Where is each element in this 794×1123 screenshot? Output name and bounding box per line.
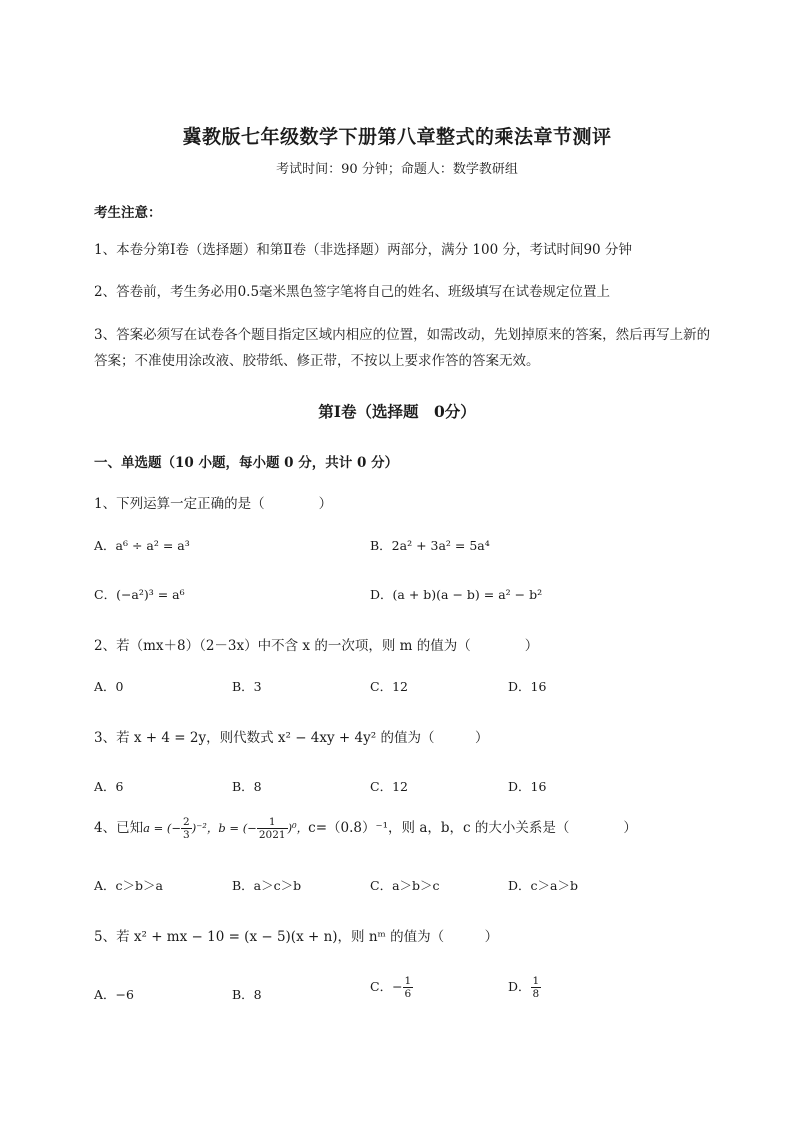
- question-1-option-c: C．(−a²)³ = a⁶: [94, 587, 185, 602]
- question-5-option-a: A．−6: [94, 987, 134, 1002]
- question-5-option-c-fraction: [403, 975, 414, 1000]
- question-5-option-c-numerator: 1: [404, 975, 412, 987]
- question-1-option-b: B．2a² + 3a² = 5a⁴: [370, 538, 490, 553]
- question-4-b-fraction: [257, 816, 288, 841]
- question-5-option-b: B．8: [232, 987, 262, 1002]
- question-5-option-d-fraction: [531, 975, 542, 1000]
- question-5-stem: 5、若 x² + mx − 10 = (x − 5)(x + n)，则 nᵐ 的值为（ ）: [94, 929, 499, 945]
- question-4-option-d: D．c＞a＞b: [508, 878, 578, 893]
- notice-item-3: 3、答案必须写在试卷各个题目指定区域内相应的位置，如需改动，先划掉原来的答案，然后再写上新的答案；不准使用涂改液、胶带纸、修正带，不按以上要求作答的答案无效。: [94, 327, 711, 369]
- question-3-option-c: C．12: [370, 779, 408, 794]
- notice-heading: 考生注意：: [94, 205, 162, 221]
- question-2-option-c: C．12: [370, 679, 408, 694]
- question-4-b-expr: b = (−: [218, 821, 257, 835]
- question-4-a-denominator: 3: [183, 829, 190, 841]
- question-4-a-numerator: 2: [183, 816, 190, 828]
- question-5-option-d-label: D．: [508, 979, 531, 994]
- question-4-option-a: A．c＞b＞a: [94, 878, 163, 893]
- part-heading: 一、单选题（10 小题，每小题 0 分，共计 0 分）: [94, 455, 399, 471]
- question-3-option-a: A．6: [94, 779, 124, 794]
- question-4-b-numerator: 1: [257, 816, 288, 829]
- question-5-option-c-denominator: 6: [404, 988, 412, 1000]
- question-5-option-d-denominator: 8: [532, 988, 540, 1000]
- question-5-option-c-label: C．−: [370, 979, 403, 994]
- question-4-a-fraction: [181, 816, 192, 841]
- notice-item-2: 2、答卷前，考生务必用0.5毫米黑色签字笔将自己的姓名、班级填写在试卷规定位置上: [94, 284, 611, 300]
- question-4-a-tail: )⁻²，: [191, 821, 219, 835]
- question-1-stem: 1、下列运算一定正确的是（ ）: [94, 496, 333, 512]
- question-4-option-b: B．a＞c＞b: [232, 878, 302, 893]
- question-4-a-expr: a = (−: [143, 821, 182, 835]
- question-4-b-denominator: 2021: [258, 829, 286, 841]
- question-5-option-d: [508, 975, 541, 1000]
- question-1-option-d: D．(a + b)(a − b) = a² − b²: [370, 587, 543, 602]
- section-title: 第Ⅰ卷（选择题 0分）: [318, 402, 476, 421]
- question-3-option-b: B．8: [232, 779, 262, 794]
- question-2-option-b: B．3: [232, 679, 262, 694]
- question-4-stem: [94, 816, 637, 841]
- question-4-b-tail: )⁰，: [287, 821, 309, 835]
- question-1-option-a: A．a⁶ ÷ a² = a³: [94, 538, 190, 553]
- question-2-stem: 2、若（mx＋8）（2－3x）中不含 x 的一次项，则 m 的值为（ ）: [94, 638, 539, 654]
- question-4-option-c: C．a＞b＞c: [370, 878, 440, 893]
- page-title: 冀教版七年级数学下册第八章整式的乘法章节测评: [182, 126, 612, 148]
- question-5-option-d-numerator: 1: [532, 975, 540, 987]
- question-4-stem-rest: c=（0.8）⁻¹，则 a，b，c 的大小关系是（ ）: [308, 820, 637, 836]
- question-2-option-d: D．16: [508, 679, 547, 694]
- question-2-option-a: A．0: [94, 679, 124, 694]
- question-5-option-c: [370, 975, 413, 1000]
- question-4-stem-prefix: 4、已知: [94, 820, 144, 836]
- notice-item-1: 1、本卷分第Ⅰ卷（选择题）和第Ⅱ卷（非选择题）两部分，满分 100 分，考试时间90 分钟: [94, 242, 632, 258]
- question-3-stem: 3、若 x + 4 = 2y，则代数式 x² − 4xy + 4y² 的值为（ ）: [94, 730, 489, 746]
- question-3-option-d: D．16: [508, 779, 547, 794]
- exam-subtitle: 考试时间：90 分钟；命题人：数学教研组: [276, 162, 518, 177]
